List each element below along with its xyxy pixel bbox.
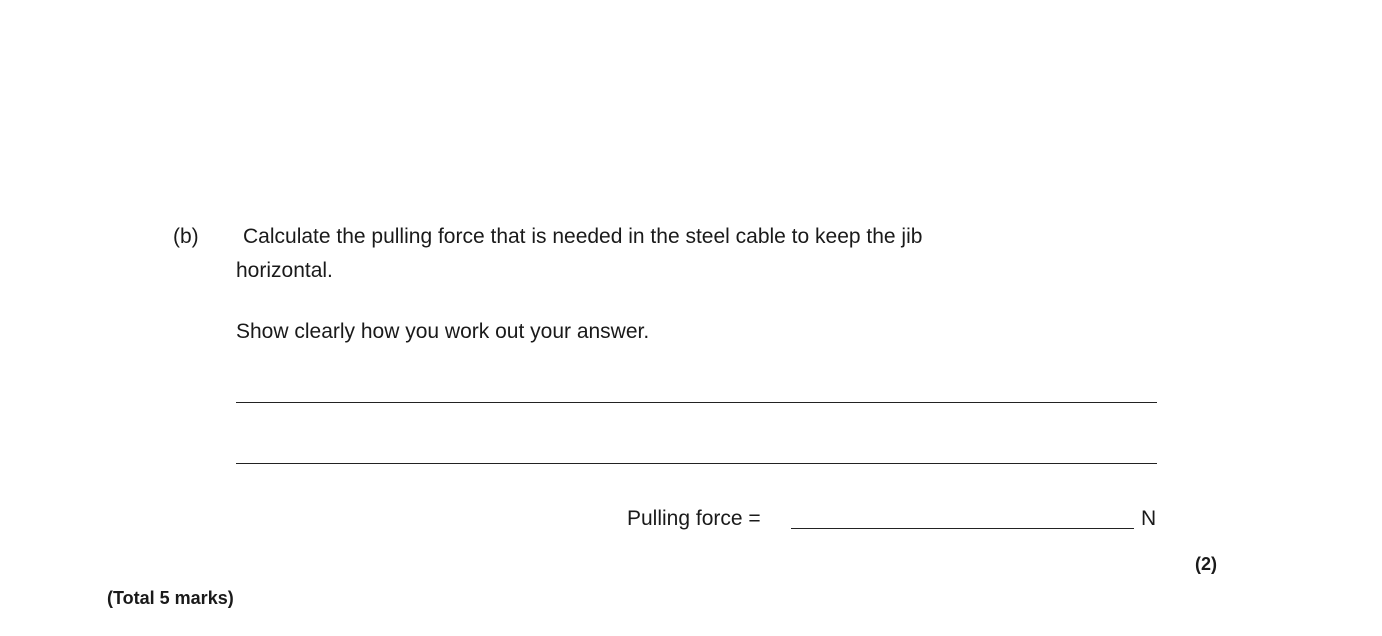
working-line-1[interactable] [236, 402, 1157, 403]
answer-unit: N [1141, 507, 1157, 530]
question-prompt-line-1: Calculate the pulling force that is needed in the steel cable to keep the jib [243, 225, 923, 248]
marks-label: (2) [1195, 554, 1217, 574]
answer-line[interactable] [791, 528, 1134, 529]
answer-label: Pulling force = [627, 507, 761, 530]
total-marks: (Total 5 marks) [107, 588, 234, 608]
working-line-2[interactable] [236, 463, 1157, 464]
part-label: (b) [173, 225, 199, 248]
working-instruction: Show clearly how you work out your answer. [236, 320, 650, 343]
question-prompt-line-2: horizontal. [236, 259, 333, 282]
